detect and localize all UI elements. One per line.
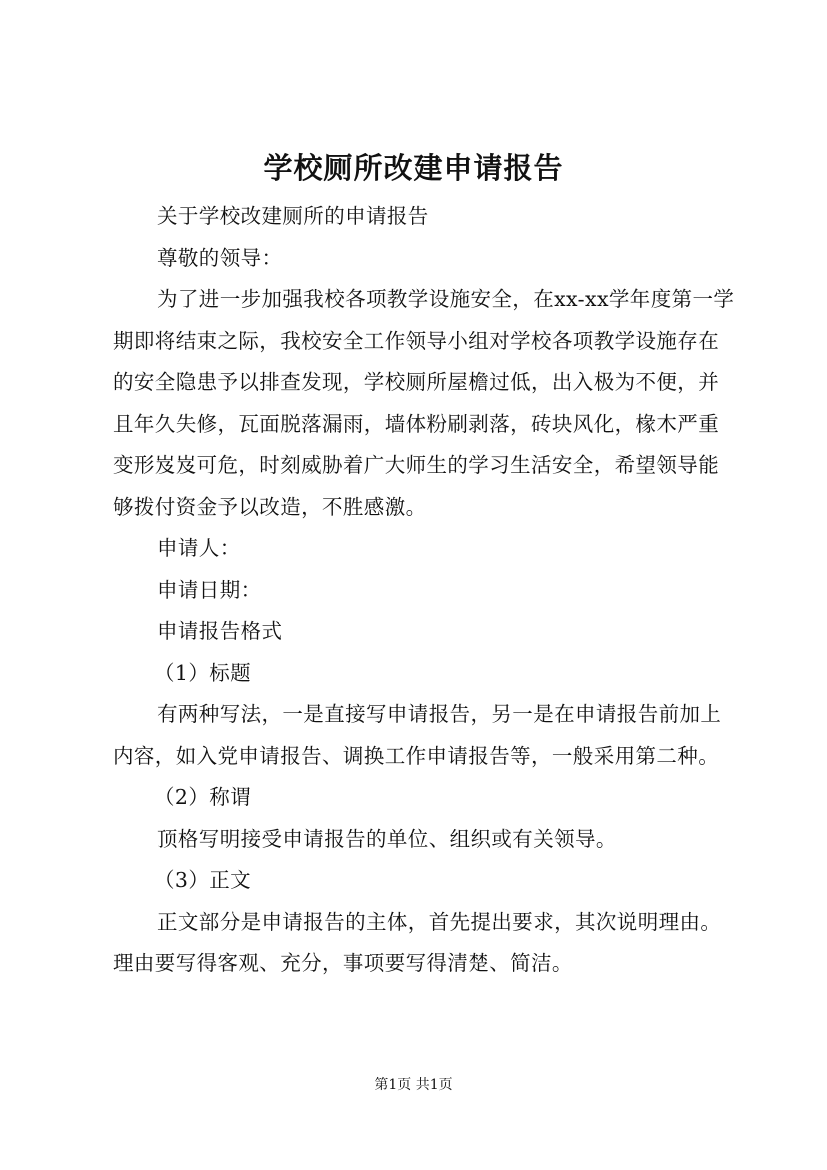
- section-heading-salutation: （2）称谓: [154, 785, 252, 809]
- section-heading-body: （3）正文: [154, 868, 252, 892]
- format-heading: 申请报告格式: [157, 619, 283, 643]
- document-title: 学校厕所改建申请报告: [263, 151, 564, 185]
- title-paragraph: 有两种写法，一是直接写申请报告，另一是在申请报告前加上内容，如入党申请报告、调换工作申请报告等，一般采用第二种。: [113, 702, 722, 768]
- application-date-line: 申请日期：: [157, 577, 262, 602]
- body-paragraph: 正文部分是申请报告的主体，首先提出要求，其次说明理由。理由要写得客观、充分，事项要写得清楚、简洁。: [113, 909, 722, 975]
- section-heading-title: （1）标题: [154, 660, 252, 685]
- page-footer: 第1页 共1页: [374, 1077, 453, 1093]
- applicant-line: 申请人：: [157, 536, 241, 560]
- document-body: [113, 196, 735, 985]
- salutation: 尊敬的领导：: [157, 245, 283, 270]
- subject-line: 关于学校改建厕所的申请报告: [157, 204, 429, 228]
- request-paragraph: 为了进一步加强我校各项教学设施安全，在xx-xx学年度第一学期即将结束之际，我校安全工作领导小组对学校各项教学设施存在的安全隐患予以排查发现，学校厕所屋檐过低，出入极为不便，并且年久失修，瓦面脱落漏雨，墙体粉刷剥落，砖块风化，椽木严重变形岌岌可危，时刻威胁着广大师生的学习生活安全，希望领导能够拨付资金予以改造，不胜感激。: [113, 287, 735, 519]
- salutation-paragraph: 顶格写明接受申请报告的单位、组织或有关领导。: [157, 826, 617, 851]
